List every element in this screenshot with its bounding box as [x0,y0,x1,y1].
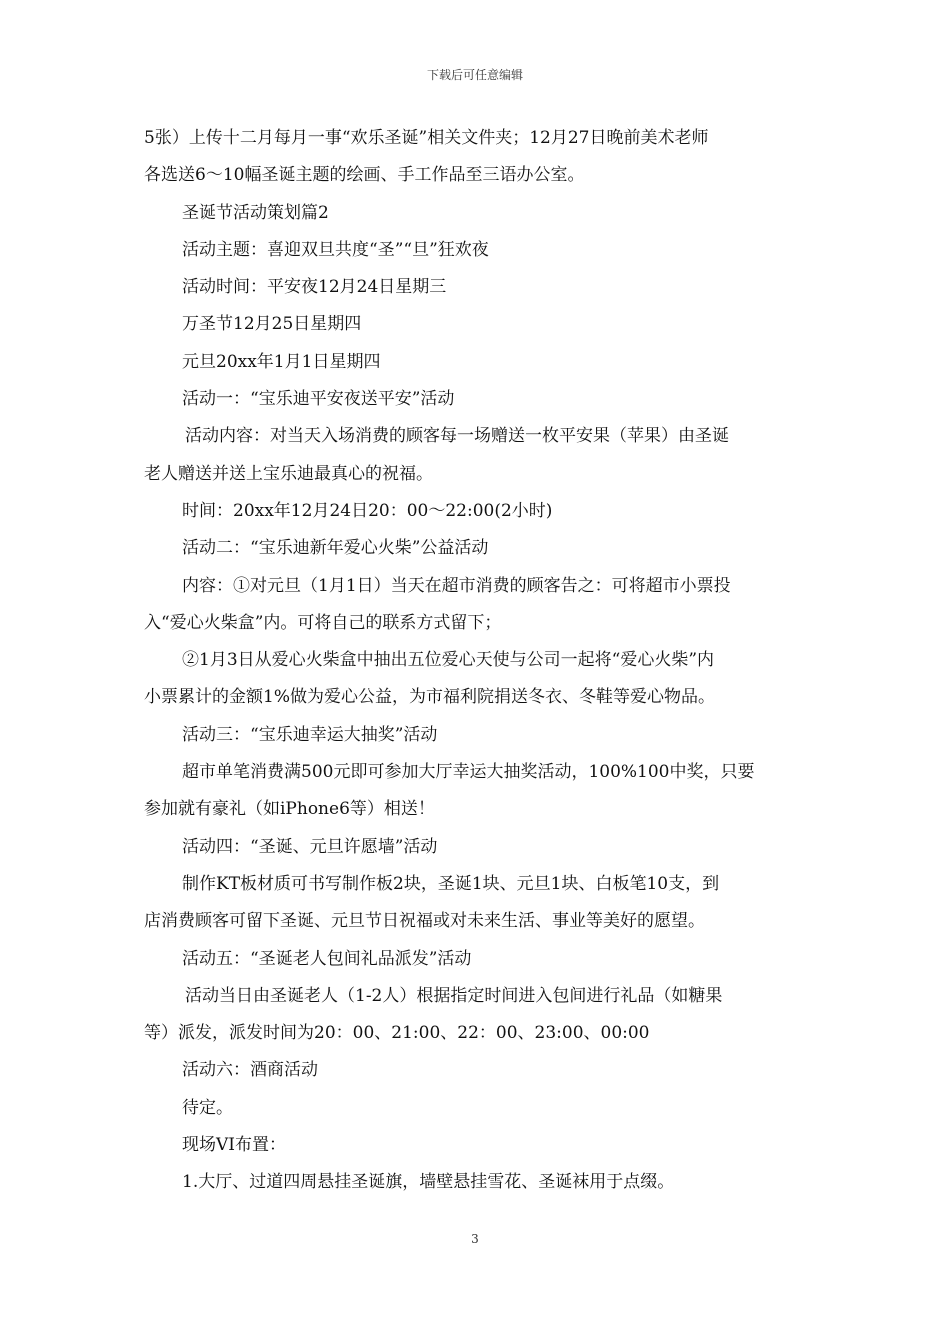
text-line: 活动一：“宝乐迪平安夜送平安”活动 [182,389,455,410]
text-line: 店消费顾客可留下圣诞、元旦节日祝福或对未来生活、事业等美好的愿望。 [144,911,705,932]
text-line: 活动内容：对当天入场消费的顾客每一场赠送一枚平安果（苹果）由圣诞 [185,426,729,447]
text-line: 活动五：“圣诞老人包间礼品派发”活动 [182,948,472,969]
text-line: 制作KT板材质可书写制作板2块，圣诞1块、元旦1块、白板笔10支，到 [182,873,720,894]
text-line: 活动四：“圣诞、元旦许愿墙”活动 [182,836,438,857]
text-line: 1.大厅、过道四周悬挂圣诞旗，墙壁悬挂雪花、圣诞袜用于点缀。 [182,1172,675,1193]
text-line: 活动当日由圣诞老人（1-2人）根据指定时间进入包间进行礼品（如糖果 [185,985,723,1006]
text-line: 入“爱心火柴盒”内。可将自己的联系方式留下； [144,612,502,633]
text-line: 活动三：“宝乐迪幸运大抽奖”活动 [182,724,438,745]
text-line: 现场VI布置： [182,1135,286,1156]
text-line: 小票累计的金额1%做为爱心公益，为市福利院捐送冬衣、冬鞋等爱心物品。 [144,687,715,708]
text-line: 5张）上传十二月每月一事“欢乐圣诞”相关文件夹；12月27日晚前美术老师 [144,128,709,148]
document-body [144,120,809,1202]
text-line: 超市单笔消费满500元即可参加大厅幸运大抽奖活动，100%100中奖，只要 [182,762,755,783]
text-line: 等）派发，派发时间为20：00、21:00、22：00、23:00、00:00 [144,1023,650,1044]
text-line: 活动二：“宝乐迪新年爱心火柴”公益活动 [182,538,489,559]
page-number: 3 [471,1232,479,1246]
section-heading: 圣诞节活动策划篇2 [182,202,329,223]
page-header: 下载后可任意编辑 [426,68,523,82]
text-line: 内容：①对元旦（1月1日）当天在超市消费的顾客告之：可将超市小票投 [182,575,731,596]
text-line: 活动时间：平安夜12月24日星期三 [182,277,447,298]
text-line: 参加就有豪礼（如iPhone6等）相送！ [144,799,435,820]
text-line: 活动主题：喜迎双旦共度“圣”“旦”狂欢夜 [182,239,489,260]
text-line: 老人赠送并送上宝乐迪最真心的祝福。 [144,463,433,484]
text-line: 活动六：酒商活动 [182,1060,318,1081]
text-line: 万圣节12月25日星期四 [182,314,362,335]
text-line: 各选送6～10幅圣诞主题的绘画、手工作品至三语办公室。 [144,165,585,186]
text-line: 待定。 [182,1097,233,1118]
text-line: 时间：20xx年12月24日20：00～22:00(2小时) [182,500,553,521]
text-line: ②1月3日从爱心火柴盒中抽出五位爱心天使与公司一起将“爱心火柴”内 [182,650,715,671]
text-line: 元旦20xx年1月1日星期四 [182,351,381,372]
